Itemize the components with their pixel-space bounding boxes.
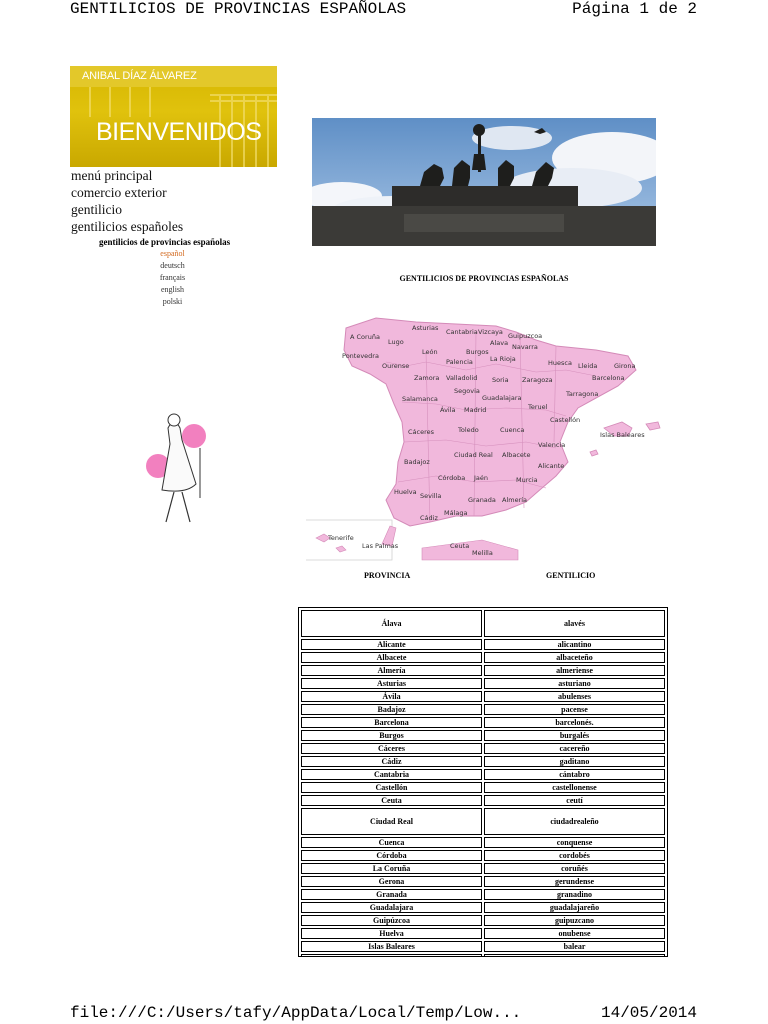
map-label: Zamora [414, 374, 440, 382]
gentilic-cell: barcelonés. [484, 717, 665, 728]
quadriga-photo [312, 118, 656, 246]
map-label: Melilla [472, 549, 493, 557]
gentilic-cell: guipuzcano [484, 915, 665, 926]
gentilic-cell: almeriense [484, 665, 665, 676]
map-label: Asturias [412, 324, 439, 332]
table-row [301, 837, 665, 848]
table-row [301, 610, 665, 637]
gentilic-cell: gerundense [484, 876, 665, 887]
gentilic-cell: asturiano [484, 678, 665, 689]
map-label: Cuenca [500, 426, 525, 434]
map-label: Tarragona [566, 390, 599, 398]
table-row [301, 928, 665, 939]
table-row [301, 730, 665, 741]
table-row [301, 769, 665, 780]
map-label: Guipuzcoa [508, 332, 543, 340]
gentilic-cell: burgalés [484, 730, 665, 741]
gentilic-cell: onubense [484, 928, 665, 939]
province-cell: Barcelona [301, 717, 482, 728]
table-row [301, 704, 665, 715]
language-link-german[interactable]: deutsch [160, 261, 185, 270]
map-label: Pontevedra [342, 352, 379, 360]
menu-item-spanish-gentilics[interactable]: gentilicios españoles [71, 219, 184, 234]
menu-item-gentilic[interactable]: gentilicio [71, 202, 122, 217]
gentilic-cell: albaceteño [484, 652, 665, 663]
map-label: Ciudad Real [454, 451, 493, 459]
province-cell: Cuenca [301, 837, 482, 848]
gentilic-cell: gaditano [484, 756, 665, 767]
map-label: Salamanca [402, 395, 438, 403]
map-label: Cáceres [408, 428, 435, 436]
map-label: Islas Baleares [600, 431, 645, 439]
banner-author: ANIBAL DÍAZ ÁLVAREZ [82, 70, 197, 82]
province-cell: Granada [301, 889, 482, 900]
province-cell [301, 954, 482, 957]
language-link-french[interactable]: français [159, 273, 186, 282]
province-cell: Castellón [301, 782, 482, 793]
table-row [301, 808, 665, 835]
table-row [301, 678, 665, 689]
language-link-spanish[interactable]: español [160, 249, 185, 258]
map-label: Lugo [388, 338, 404, 346]
map-label: Navarra [512, 343, 538, 351]
map-label: Girona [614, 362, 636, 370]
gentilic-cell: cacereño [484, 743, 665, 754]
table-row [301, 782, 665, 793]
gentilic-cell [484, 954, 665, 957]
province-cell: Cantabria [301, 769, 482, 780]
province-cell: Ceuta [301, 795, 482, 806]
table-row [301, 795, 665, 806]
province-cell: Gerona [301, 876, 482, 887]
map-label: Huelva [394, 488, 417, 496]
table-row [301, 639, 665, 650]
table-row [301, 850, 665, 861]
table-row [301, 954, 665, 957]
print-header-title: GENTILICIOS DE PROVINCIAS ESPAÑOLAS [70, 0, 407, 18]
gentilic-cell: cántabro [484, 769, 665, 780]
gentilic-cell: alavés [484, 610, 665, 637]
map-label: Cantabria [446, 328, 478, 336]
banner-welcome-text: BIENVENIDOS [96, 118, 262, 146]
menu-item-main[interactable]: menú principal [71, 168, 153, 183]
map-label: Granada [468, 496, 496, 504]
map-label: Ávila [440, 406, 456, 414]
map-label: León [422, 348, 438, 356]
map-label: Valladolid [446, 374, 478, 382]
map-label: Lleida [578, 362, 598, 370]
map-label: Tenerife [328, 534, 354, 542]
column-header-gentilic: GENTILICIO [546, 571, 596, 580]
province-cell: Cádiz [301, 756, 482, 767]
table-row [301, 691, 665, 702]
submenu-title[interactable]: gentilicios de provincias españolas [99, 237, 231, 247]
province-cell: Guipúzcoa [301, 915, 482, 926]
gentilic-cell: granadino [484, 889, 665, 900]
gentilic-cell: conquense [484, 837, 665, 848]
map-label: Badajoz [404, 458, 430, 466]
map-label: Almería [502, 496, 528, 504]
gentilics-table-body [301, 610, 665, 957]
map-label: Teruel [528, 403, 548, 411]
map-label: Castellón [550, 416, 581, 424]
province-cell: Islas Baleares [301, 941, 482, 952]
gentilic-cell: ceutí [484, 795, 665, 806]
map-label: Toledo [458, 426, 479, 434]
table-row [301, 717, 665, 728]
print-header-page-number: Página 1 de 2 [572, 0, 697, 18]
province-cell: Ávila [301, 691, 482, 702]
table-row [301, 902, 665, 913]
map-label: Burgos [466, 348, 489, 356]
gentilic-cell: pacense [484, 704, 665, 715]
map-label: Valencia [538, 441, 566, 449]
map-label: Sevilla [420, 492, 442, 500]
language-link-polish[interactable]: polski [162, 297, 183, 306]
map-label: Vizcaya [478, 328, 503, 336]
map-label: Córdoba [438, 474, 466, 482]
welcome-banner [70, 66, 277, 167]
gentilic-cell: cordobés [484, 850, 665, 861]
table-row [301, 915, 665, 926]
pilgrim-illustration [138, 408, 214, 528]
language-list [157, 248, 188, 308]
table-row [301, 863, 665, 874]
map-label: Jaén [474, 474, 489, 482]
gentilic-cell: castellonense [484, 782, 665, 793]
province-cell: Ciudad Real [301, 808, 482, 835]
table-row [301, 941, 665, 952]
province-cell: Albacete [301, 652, 482, 663]
map-label: Huesca [548, 359, 572, 367]
main-menu [71, 167, 183, 235]
map-label: Málaga [444, 509, 468, 517]
gentilic-cell: abulenses [484, 691, 665, 702]
table-row [301, 876, 665, 887]
print-footer-path: file:///C:/Users/tafy/AppData/Local/Temp/Low... [70, 1004, 522, 1022]
map-label: Zaragoza [522, 376, 553, 384]
content-title: GENTILICIOS DE PROVINCIAS ESPAÑOLAS [399, 274, 569, 283]
gentilics-table [298, 607, 668, 957]
map-label: Ceuta [450, 542, 470, 550]
province-cell: Córdoba [301, 850, 482, 861]
province-cell: Badajoz [301, 704, 482, 715]
spain-map [306, 312, 666, 562]
table-row [301, 665, 665, 676]
menu-item-foreign-trade[interactable]: comercio exterior [71, 185, 167, 200]
map-label: Murcia [516, 476, 538, 484]
province-cell: Álava [301, 610, 482, 637]
map-label: Segovia [454, 387, 480, 395]
gentilic-cell: coruñés [484, 863, 665, 874]
table-row [301, 652, 665, 663]
gentilic-cell: ciudadrealeño [484, 808, 665, 835]
table-row [301, 756, 665, 767]
province-cell: Alicante [301, 639, 482, 650]
gentilic-cell: balear [484, 941, 665, 952]
map-label: Soria [492, 376, 509, 384]
province-cell: Guadalajara [301, 902, 482, 913]
province-cell: Almería [301, 665, 482, 676]
map-label: Cádiz [420, 514, 438, 522]
column-header-province: PROVINCIA [364, 571, 411, 580]
language-link-english[interactable]: english [160, 285, 185, 294]
map-label: Las Palmas [362, 542, 399, 550]
map-label: Albacete [502, 451, 531, 459]
province-cell: Cáceres [301, 743, 482, 754]
province-cell: Asturias [301, 678, 482, 689]
map-label: Alicante [538, 462, 565, 470]
table-row [301, 743, 665, 754]
map-label: Alava [490, 339, 509, 347]
gentilic-cell: guadalajareño [484, 902, 665, 913]
gentilic-cell: alicantino [484, 639, 665, 650]
province-cell: Huelva [301, 928, 482, 939]
map-label: La Rioja [490, 355, 516, 363]
table-row [301, 889, 665, 900]
print-footer-date: 14/05/2014 [600, 1004, 697, 1022]
map-label: Palencia [446, 358, 473, 366]
map-label: Ourense [382, 362, 410, 370]
map-label: Barcelona [592, 374, 625, 382]
province-cell: Burgos [301, 730, 482, 741]
map-label: A Coruña [350, 333, 380, 341]
province-cell: La Coruña [301, 863, 482, 874]
map-label: Madrid [464, 406, 487, 414]
map-label: Guadalajara [482, 394, 522, 402]
